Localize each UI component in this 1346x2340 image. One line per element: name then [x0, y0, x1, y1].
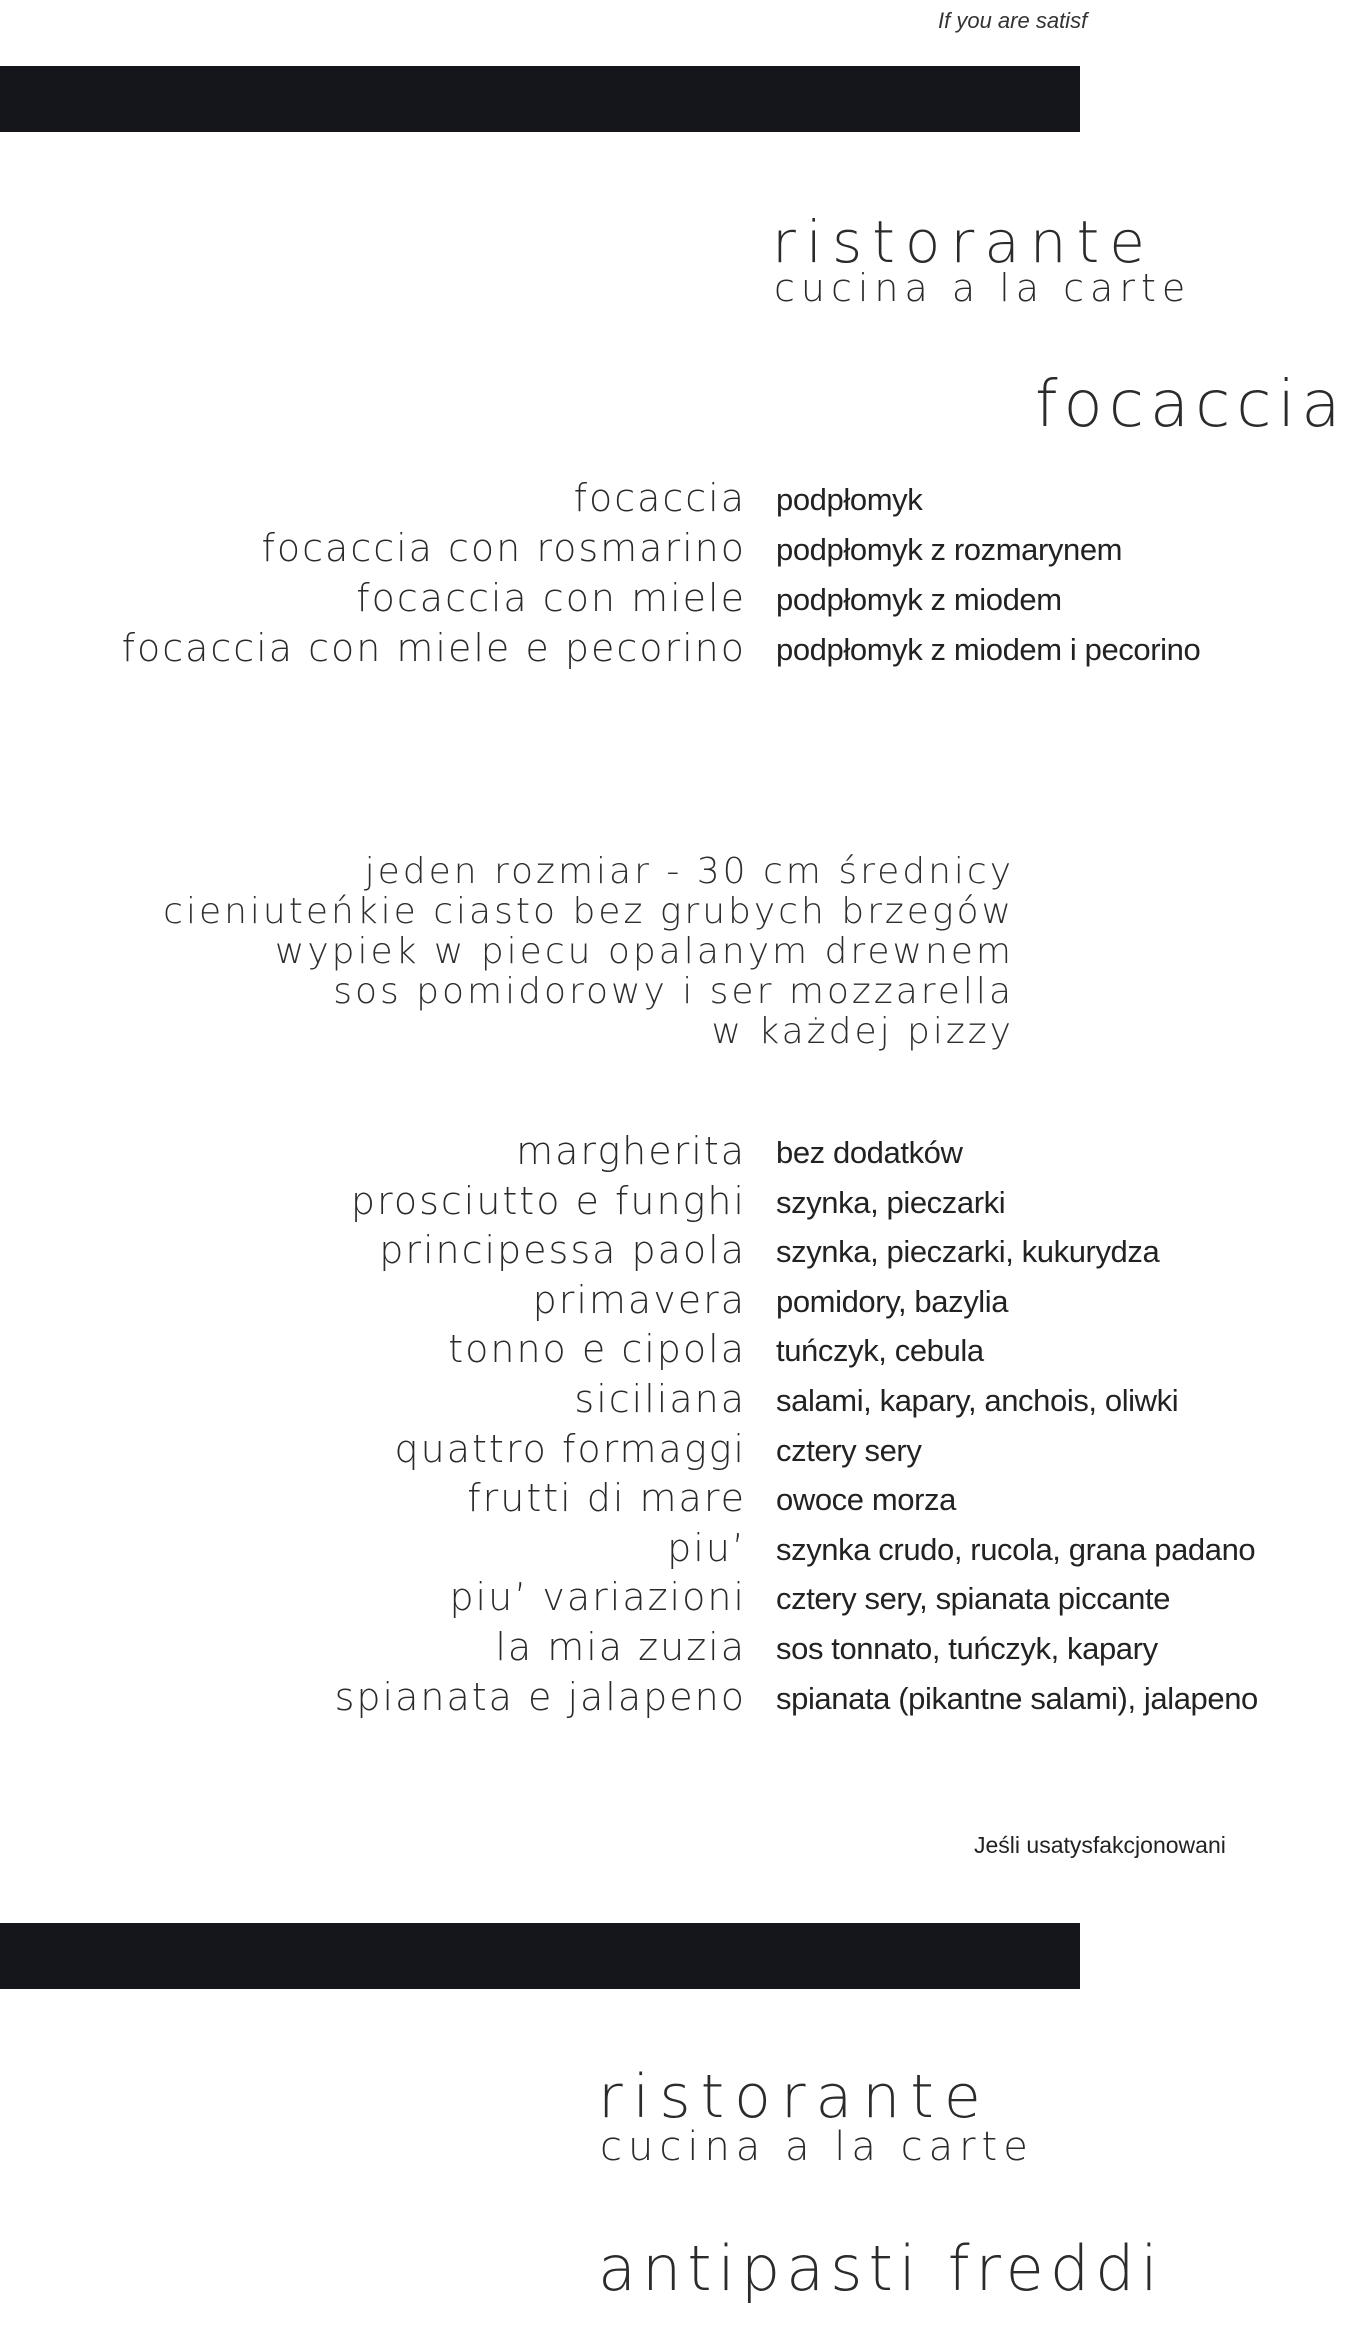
brand-subtitle: cucina a la carte [774, 266, 1192, 310]
menu-item-name: quattro formaggi [394, 1426, 746, 1471]
menu-item-name: principessa paola [379, 1228, 746, 1273]
menu-item-description: bez dodatków [776, 1135, 963, 1170]
menu-item-description: podpłomyk z rozmarynem [776, 532, 1123, 567]
page-divider-band [0, 1923, 1080, 1989]
menu-item-description: cztery sery [776, 1432, 922, 1468]
footer-note: Jeśli usatysfakcjonowani [974, 1832, 1226, 1858]
menu-item-name: la mia zuzia [495, 1625, 746, 1669]
menu-item-description: szynka crudo, rucola, grana padano [776, 1531, 1256, 1567]
menu-item-description: pomidory, bazylia [776, 1283, 1009, 1319]
menu-item-description: spianata (pikantne salami), jalapeno [776, 1680, 1258, 1716]
menu-item-name: focaccia con rosmarino [261, 526, 746, 570]
section-title-antipasti: antipasti freddi [598, 2232, 1164, 2305]
page-divider-band [0, 66, 1080, 132]
menu-item-name: focaccia [573, 476, 746, 520]
menu-item-name: spianata e jalapeno [334, 1674, 746, 1719]
menu-item-description: podpłomyk z miodem i pecorino [776, 632, 1201, 667]
menu-item-description: tuńczyk, cebula [776, 1333, 984, 1369]
menu-item-description: podpłomyk z miodem [776, 582, 1062, 617]
pizza-info [163, 852, 1014, 1052]
menu-item-description: szynka, pieczarki, kukurydza [776, 1234, 1160, 1270]
brand-name-next-page: ristorante [598, 2062, 991, 2132]
pizza-info-line: wypiek w piecu opalanym drewnem [274, 931, 1014, 972]
menu-item-name: primavera [532, 1277, 746, 1322]
menu-item-name: siciliana [574, 1377, 746, 1421]
menu-item-name: prosciutto e funghi [350, 1178, 746, 1223]
menu-item-description: podpłomyk [776, 482, 923, 517]
pizza-info-line: sos pomidorowy i ser mozzarella [333, 971, 1014, 1012]
brand-subtitle-next-page: cucina a la carte [600, 2124, 1034, 2170]
menu-item-name: frutti di mare [467, 1476, 746, 1521]
menu-item-name: piu’ variazioni [449, 1575, 746, 1620]
menu-item-name: focaccia con miele e pecorino [121, 626, 746, 670]
top-note: If you are satisf [938, 8, 1088, 33]
menu-item-name: piu’ [667, 1525, 746, 1570]
menu-item-description: sos tonnato, tuńczyk, kapary [776, 1631, 1158, 1666]
pizza-info-line: jeden rozmiar - 30 cm średnicy [364, 851, 1014, 892]
menu-item-description: szynka, pieczarki [776, 1184, 1006, 1220]
pizza-info-line: cieniuteńkie ciasto bez grubych brzegów [163, 891, 1014, 932]
pizza-info-line: w każdej pizzy [711, 1011, 1014, 1052]
menu-item-description: salami, kapary, anchois, oliwki [776, 1383, 1179, 1418]
menu-item-description: owoce morza [776, 1482, 956, 1518]
menu-item-name: margherita [516, 1129, 746, 1173]
menu-item-name: tonno e cipola [448, 1327, 746, 1372]
section-title-focaccia: focaccia [1035, 368, 1346, 442]
brand-name: ristorante [772, 208, 1155, 276]
menu-item-name: focaccia con miele [356, 576, 746, 620]
menu-item-description: cztery sery, spianata piccante [776, 1581, 1171, 1617]
